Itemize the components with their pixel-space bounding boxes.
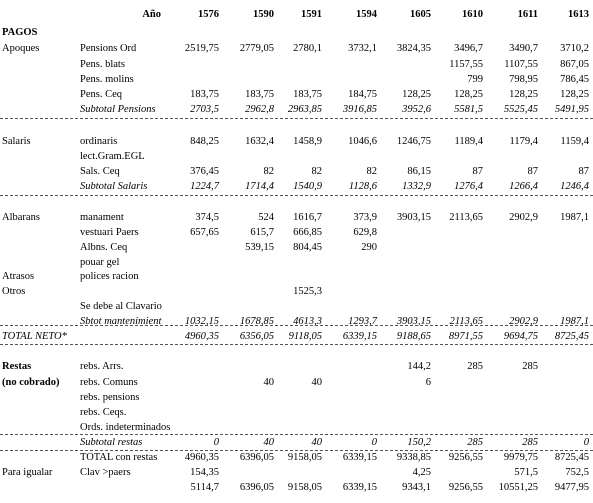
salaris-sals-ceq-value-1576: 376,45 [190, 166, 219, 177]
restas-rebs-comuns-group-label: (no cobrado) [2, 377, 60, 388]
subtotal-restas-value-1611: 285 [522, 437, 538, 448]
final-total-value-1594: 6339,15 [342, 482, 377, 493]
total-neto-value-1613: 8725,45 [554, 331, 589, 342]
total-neto-value-1605: 9188,65 [396, 331, 431, 342]
subtotal-salaris-value-1611: 1266,4 [509, 181, 538, 192]
apoques-pensions-ord-value-1613: 3710,2 [560, 43, 589, 54]
apoques-pensions-ord-value-1591: 2780,1 [293, 43, 322, 54]
salaris-ordinaris-value-1591: 1458,9 [293, 136, 322, 147]
albarans-manament-value-1576: 374,5 [195, 212, 219, 223]
dashed-separator [0, 118, 593, 119]
apoques-pens-blats-label: Pens. blats [80, 59, 125, 70]
restas-rebs-comuns-value-1590: 40 [263, 377, 274, 388]
total-neto-value-1594: 6339,15 [342, 331, 377, 342]
subtotal-salaris-value-1591: 1540,9 [293, 181, 322, 192]
salaris-sals-ceq-value-1613: 87 [578, 166, 589, 177]
year-header-1594: 1594 [356, 9, 377, 20]
sbtot-mantenimient-value-1613: 1987,1 [560, 316, 589, 327]
subtotal-pensions-value-1594: 3916,85 [342, 104, 377, 115]
albarans-vestuari-label: vestuari Paers [80, 227, 139, 238]
salaris-ordinaris-label: ordinaris [80, 136, 118, 147]
restas-ords-label: Ords. indeterminados [80, 422, 171, 433]
restas-rebs-pensions-label: rebs. pensions [80, 392, 140, 403]
albarans-vestuari-value-1576: 657,65 [190, 227, 219, 238]
albarans-manament-label: manament [80, 212, 124, 223]
salaris-sals-ceq-value-1591: 82 [311, 166, 322, 177]
subtotal-restas-value-1594: 0 [371, 437, 377, 448]
apoques-pens-ceq-value-1590: 183,75 [245, 89, 274, 100]
subtotal-restas-value-1591: 40 [311, 437, 322, 448]
apoques-pens-blats-value-1610: 1157,55 [449, 59, 483, 70]
otros-group-label: Otros [2, 286, 26, 297]
total-con-restas-value-1590: 6396,05 [239, 452, 274, 463]
sbtot-mantenimient-value-1605: 3903,15 [396, 316, 431, 327]
apoques-pens-ceq-value-1613: 128,25 [560, 89, 589, 100]
albarans-manament-value-1611: 2902,9 [509, 212, 538, 223]
subtotal-salaris-value-1590: 1714,4 [245, 181, 274, 192]
sbtot-mantenimient-value-1576: 1032,15 [184, 316, 219, 327]
albarans-albns-ceq-value-1590: 539,15 [245, 242, 274, 253]
se-debe-clavario-label: Se debe al Clavario [80, 301, 162, 312]
apoques-pens-ceq-value-1591: 183,75 [293, 89, 322, 100]
albarans-vestuari-value-1594: 629,8 [353, 227, 377, 238]
albarans-vestuari-value-1590: 615,7 [250, 227, 274, 238]
albarans-albns-ceq-value-1594: 290 [361, 242, 377, 253]
sbtot-mantenimient-value-1594: 1293,7 [348, 316, 377, 327]
salaris-ordinaris-value-1576: 848,25 [190, 136, 219, 147]
subtotal-restas-value-1605: 150,2 [407, 437, 431, 448]
para-igualar-value-1605: 4,25 [412, 467, 431, 478]
year-header-1605: 1605 [410, 9, 431, 20]
apoques-pens-molins-value-1613: 786,45 [560, 74, 589, 85]
year-header-1576: 1576 [198, 9, 219, 20]
apoques-pens-molins-value-1610: 799 [467, 74, 483, 85]
year-header-1610: 1610 [462, 9, 483, 20]
atrasos-polices-label: polices racion [80, 271, 139, 282]
total-con-restas-value-1605: 9338,85 [396, 452, 431, 463]
final-total-value-1576: 5114,7 [190, 482, 219, 493]
final-total-value-1590: 6396,05 [239, 482, 274, 493]
restas-rebs-comuns-value-1605: 6 [425, 377, 431, 388]
sbtot-mantenimient-value-1590: 1678,85 [239, 316, 274, 327]
para-igualar-value-1613: 752,5 [565, 467, 589, 478]
albarans-manament-value-1610: 2113,65 [449, 212, 483, 223]
subtotal-restas-value-1590: 40 [263, 437, 274, 448]
salaris-ordinaris-value-1611: 1179,4 [509, 136, 538, 147]
apoques-pens-ceq-value-1610: 128,25 [454, 89, 483, 100]
restas-rebs-arrs-label: rebs. Arrs. [80, 361, 124, 372]
albarans-vestuari-value-1591: 666,85 [293, 227, 322, 238]
total-con-restas-value-1610: 9256,55 [448, 452, 483, 463]
albarans-albns-ceq-label: Albns. Ceq [80, 242, 128, 253]
subtotal-salaris-label: Subtotal Salaris [80, 181, 148, 192]
para-igualar-value-1611: 571,5 [514, 467, 538, 478]
apoques-pens-blats-value-1613: 867,05 [560, 59, 589, 70]
apoques-pensions-ord-value-1610: 3496,7 [454, 43, 483, 54]
para-igualar-label: Clav >paers [80, 467, 131, 478]
restas-rebs-comuns-value-1591: 40 [311, 377, 322, 388]
salaris-sals-ceq-value-1605: 86,15 [407, 166, 431, 177]
salaris-ordinaris-value-1590: 1632,4 [245, 136, 274, 147]
apoques-pensions-ord-label: Pensions Ord [80, 43, 137, 54]
dashed-separator [0, 434, 593, 435]
salaris-sals-ceq-value-1594: 82 [366, 166, 377, 177]
apoques-pens-molins-label: Pens. molins [80, 74, 134, 85]
subtotal-pensions-value-1611: 5525,45 [503, 104, 538, 115]
albarans-manament-group-label: Albarans [2, 212, 40, 223]
total-neto-value-1611: 9694,75 [503, 331, 538, 342]
sbtot-mantenimient-label: Sbtot mantenimient [80, 316, 162, 327]
salaris-sals-ceq-value-1590: 82 [263, 166, 274, 177]
restas-rebs-arrs-value-1611: 285 [522, 361, 538, 372]
total-con-restas-label: TOTAL con restas [80, 452, 158, 463]
apoques-pens-ceq-value-1611: 128,25 [509, 89, 538, 100]
albarans-albns-ceq-value-1591: 804,45 [293, 242, 322, 253]
salaris-ordinaris-value-1605: 1246,75 [396, 136, 431, 147]
restas-rebs-ceqs-label: rebs. Ceqs. [80, 407, 127, 418]
year-header-1590: 1590 [253, 9, 274, 20]
dashed-separator [0, 325, 593, 326]
apoques-pens-ceq-value-1594: 184,75 [348, 89, 377, 100]
subtotal-restas-label: Subtotal restas [80, 437, 143, 448]
apoques-pens-molins-value-1611: 798,95 [509, 74, 538, 85]
sbtot-mantenimient-value-1611: 2902,9 [509, 316, 538, 327]
albarans-manament-value-1590: 524 [258, 212, 274, 223]
apoques-pensions-ord-group-label: Apoques [2, 43, 40, 54]
year-header-1591: 1591 [301, 9, 322, 20]
final-total-value-1610: 9256,55 [448, 482, 483, 493]
subtotal-restas-value-1576: 0 [213, 437, 219, 448]
apoques-pensions-ord-value-1590: 2779,05 [239, 43, 274, 54]
dashed-separator [0, 450, 593, 451]
albarans-manament-value-1613: 1987,1 [560, 212, 589, 223]
albarans-manament-value-1605: 3903,15 [396, 212, 431, 223]
subtotal-salaris-value-1605: 1332,9 [402, 181, 431, 192]
apoques-pens-ceq-value-1605: 128,25 [402, 89, 431, 100]
final-total-value-1605: 9343,1 [402, 482, 431, 493]
salaris-lect-label: lect.Gram.EGL [80, 151, 145, 162]
sbtot-mantenimient-value-1591: 4613,3 [293, 316, 322, 327]
albarans-manament-value-1591: 1616,7 [293, 212, 322, 223]
restas-rebs-arrs-value-1610: 285 [467, 361, 483, 372]
year-header-1613: 1613 [568, 9, 589, 20]
total-con-restas-value-1594: 6339,15 [342, 452, 377, 463]
subtotal-pensions-value-1610: 5581,5 [454, 104, 483, 115]
sbtot-mantenimient-value-1610: 2113,65 [449, 316, 483, 327]
subtotal-salaris-value-1576: 1224,7 [190, 181, 219, 192]
subtotal-pensions-value-1576: 2703,5 [190, 104, 219, 115]
albarans-manament-value-1594: 373,9 [353, 212, 377, 223]
subtotal-restas-value-1610: 285 [467, 437, 483, 448]
apoques-pens-blats-value-1611: 1107,55 [504, 59, 538, 70]
apoques-pensions-ord-value-1594: 3732,1 [348, 43, 377, 54]
total-neto-group-label: TOTAL NETO* [2, 331, 67, 342]
salaris-sals-ceq-value-1610: 87 [472, 166, 483, 177]
para-igualar-group-label: Para igualar [2, 467, 53, 478]
subtotal-pensions-value-1591: 2963,85 [287, 104, 322, 115]
albarans-pouar-label: pouar gel [80, 257, 120, 268]
restas-rebs-comuns-label: rebs. Comuns [80, 377, 138, 388]
subtotal-pensions-value-1590: 2962,8 [245, 104, 274, 115]
total-con-restas-value-1613: 8725,45 [554, 452, 589, 463]
final-total-value-1611: 10551,25 [498, 482, 538, 493]
year-header-1611: 1611 [517, 9, 538, 20]
salaris-sals-ceq-label: Sals. Ceq [80, 166, 120, 177]
total-neto-value-1590: 6356,05 [239, 331, 274, 342]
apoques-pens-ceq-value-1576: 183,75 [190, 89, 219, 100]
total-neto-value-1576: 4960,35 [184, 331, 219, 342]
salaris-ordinaris-value-1594: 1046,6 [348, 136, 377, 147]
final-total-value-1613: 9477,95 [554, 482, 589, 493]
total-con-restas-value-1576: 4960,35 [184, 452, 219, 463]
otros-value-1591: 1525,3 [293, 286, 322, 297]
apoques-pensions-ord-value-1605: 3824,35 [396, 43, 431, 54]
subtotal-salaris-value-1610: 1276,4 [454, 181, 483, 192]
salaris-ordinaris-value-1610: 1189,4 [454, 136, 483, 147]
restas-rebs-arrs-group-label: Restas [2, 361, 32, 372]
total-neto-value-1591: 9118,05 [288, 331, 322, 342]
final-total-value-1591: 9158,05 [287, 482, 322, 493]
section-title-group-label: PAGOS [2, 27, 38, 38]
para-igualar-value-1576: 154,35 [190, 467, 219, 478]
total-con-restas-value-1591: 9158,05 [287, 452, 322, 463]
subtotal-pensions-value-1613: 5491,95 [554, 104, 589, 115]
atrasos-polices-group-label: Atrasos [2, 271, 35, 282]
total-con-restas-value-1611: 9979,75 [503, 452, 538, 463]
restas-rebs-arrs-value-1605: 144,2 [407, 361, 431, 372]
subtotal-salaris-value-1594: 1128,6 [348, 181, 377, 192]
salaris-ordinaris-group-label: Salaris [2, 136, 31, 147]
salaris-sals-ceq-value-1611: 87 [527, 166, 538, 177]
subtotal-pensions-label: Subtotal Pensions [80, 104, 156, 115]
year-label: Año [142, 9, 161, 20]
salaris-ordinaris-value-1613: 1159,4 [560, 136, 589, 147]
total-neto-value-1610: 8971,55 [448, 331, 483, 342]
subtotal-pensions-value-1605: 3952,6 [402, 104, 431, 115]
dashed-separator [0, 195, 593, 196]
apoques-pensions-ord-value-1576: 2519,75 [184, 43, 219, 54]
subtotal-restas-value-1613: 0 [583, 437, 589, 448]
apoques-pensions-ord-value-1611: 3490,7 [509, 43, 538, 54]
apoques-pens-ceq-label: Pens. Ceq [80, 89, 122, 100]
dashed-separator [0, 344, 593, 345]
subtotal-salaris-value-1613: 1246,4 [560, 181, 589, 192]
